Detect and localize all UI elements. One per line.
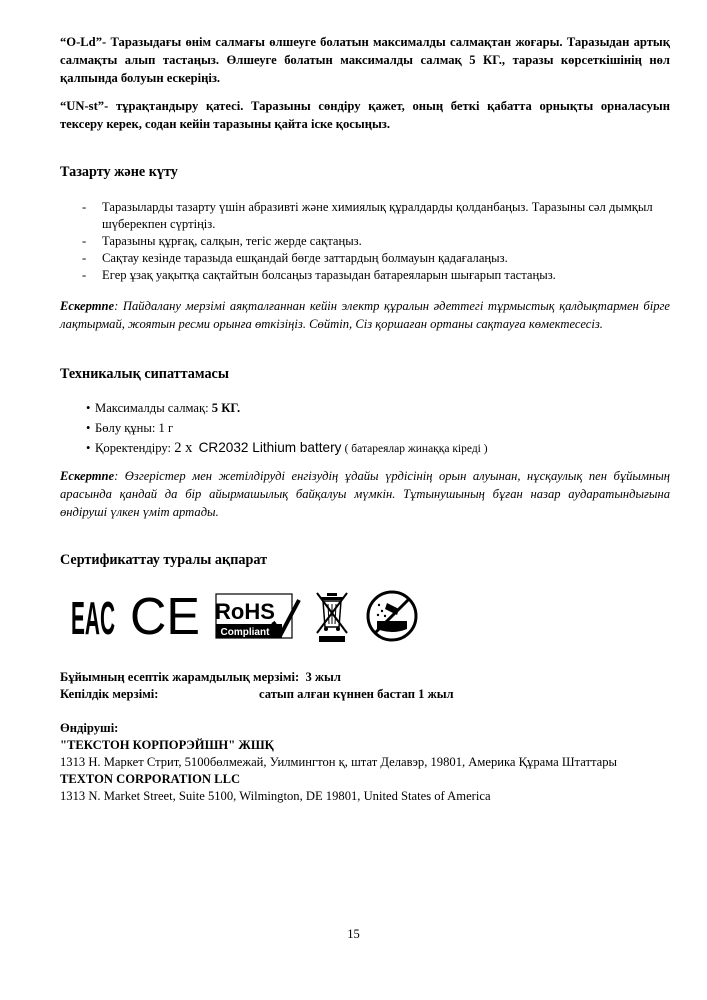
error-description: тұрақтандыру қатесі. Таразыны сөндіру қажет, оның беткі қабатта орнықты орналасуын тексеру керек, содан кейін таразыны қайта іске қосыңыз. [60, 99, 670, 131]
list-item-text: Егер ұзақ уақытқа сақтайтын болсаңыз таразыдан батареяларын шығарып тастаңыз. [102, 268, 556, 282]
eac-icon [70, 594, 116, 638]
spec-qty: 2 x [174, 440, 193, 456]
bullet-marker: • [86, 401, 91, 415]
list-item-text: Таразыларды тазарту үшін абразивті және химиялық құралдарды қолданбаңыз. Таразыны сәл дымқыл шүберекпен сүртіңіз. [102, 200, 653, 231]
spec-battery: CR2032 Lithium battery [198, 440, 342, 455]
error-old-paragraph [60, 33, 670, 87]
no-water-icon [365, 589, 419, 643]
note-label: Ескертпе [60, 469, 115, 483]
dash-marker: - [82, 251, 87, 265]
manufacturer-address-en: 1313 N. Market Street, Suite 5100, Wilmington, DE 19801, United States of America [60, 789, 491, 803]
dash-marker: - [82, 268, 87, 282]
specs-list [86, 398, 666, 459]
spec-label: Бөлу құны: 1 г [95, 421, 174, 435]
manufacturer-address-kz: 1313 Н. Маркет Стрит, 5100бөлмежай, Уилмингтон қ, штат Делавэр, 19801, Америка Құрама Штаттары [60, 755, 617, 769]
list-item-text: Таразыны құрғақ, салқын, тегіс жерде сақтаңыз. [102, 234, 362, 248]
list-item [60, 233, 670, 250]
manufacturer-block [60, 720, 670, 805]
cleaning-note [60, 297, 670, 333]
manufacturer-name-en: TEXTON CORPORATION LLC [60, 772, 241, 786]
error-code: “UN-st”- [60, 99, 109, 113]
section-title-cleaning: Тазарту және күту [60, 164, 178, 180]
eac-logo-text: EAC [71, 594, 115, 638]
cleaning-list [60, 199, 670, 284]
list-item-text: Сақтау кезінде таразыда ешқандай бөгде заттардың болмауын қадағалаңыз. [102, 251, 508, 265]
spec-label: Максималды салмақ: [95, 401, 212, 415]
manufacturer-name-kz: "ТЕКСТОН КОРПОРЭЙШН" ЖШҚ [60, 738, 274, 752]
note-label: Ескертпе [60, 299, 115, 313]
spec-max-weight [86, 398, 666, 418]
ce-icon [128, 595, 202, 637]
section-title-specs: Техникалық сипаттамасы [60, 366, 229, 382]
bullet-marker: • [86, 441, 91, 455]
section-title-certification: Сертификаттау туралы ақпарат [60, 552, 268, 568]
dash-marker: - [82, 234, 87, 248]
weee-bin-icon [315, 589, 351, 643]
spec-label: Қоректендіру: [95, 441, 175, 455]
note-text: : Пайдалану мерзімі аяқталғаннан кейін электр құралын әдеттегі тұрмыстық қалдықтармен бірге лақтырмай, жоятын ресми орынға өткізіңіз. Сөйтіп, Сіз қоршаған ортаны сақтауға көмектесесіз. [60, 299, 670, 331]
spec-division [86, 418, 666, 438]
specs-note [60, 467, 670, 521]
warranty-value: сатып алған күннен бастап 1 жыл [259, 687, 454, 701]
rohs-icon [215, 592, 301, 640]
shelf-life-row [60, 669, 670, 686]
spec-power [86, 438, 666, 459]
spec-power-note: ( батареялар жинаққа кіреді ) [344, 443, 488, 455]
error-description: Таразыдағы өнім салмағы өлшеуге болатын максималды салмақтан жоғары. Таразыдан артық салмақты алып тастаңыз. Өлшеуге болатын максималды салмақ 5 КГ., таразы көрсеткішінің нөл қалпында болуын ескеріңіз. [60, 35, 670, 85]
ce-logo-text: CE [130, 595, 200, 637]
shelf-life-value: 3 жыл [305, 670, 341, 684]
error-code: “O-Ld”- [60, 35, 107, 49]
spec-value: 5 КГ. [211, 401, 241, 415]
note-text: : Өзгерістер мен жетілдіруді енгізудің ұдайы үрдісінің орын алуынан, нұсқаулық пен бұйымның арасында қандай да бір айырмашылық байқалуы мүмкін. Тұтынушының бұған назар аударатындығына өндіруші үлкен үміт артады. [60, 469, 670, 519]
warranty-row [60, 686, 670, 703]
warranty-label: Кепілдік мерзімі: [60, 687, 159, 701]
dash-marker: - [82, 200, 87, 214]
bullet-marker: • [86, 421, 91, 435]
list-item [60, 267, 670, 284]
rohs-logo-text: RoHS [215, 599, 275, 624]
list-item [60, 250, 670, 267]
rohs-logo-subtext: Compliant [220, 627, 270, 638]
manufacturer-label: Өндіруші: [60, 721, 119, 735]
page-number: 15 [347, 927, 360, 941]
list-item [60, 199, 670, 233]
shelf-life-label: Бұйымның есептік жарамдылық мерзімі: [60, 670, 300, 684]
certification-logos [70, 588, 430, 644]
error-unst-paragraph [60, 97, 670, 133]
